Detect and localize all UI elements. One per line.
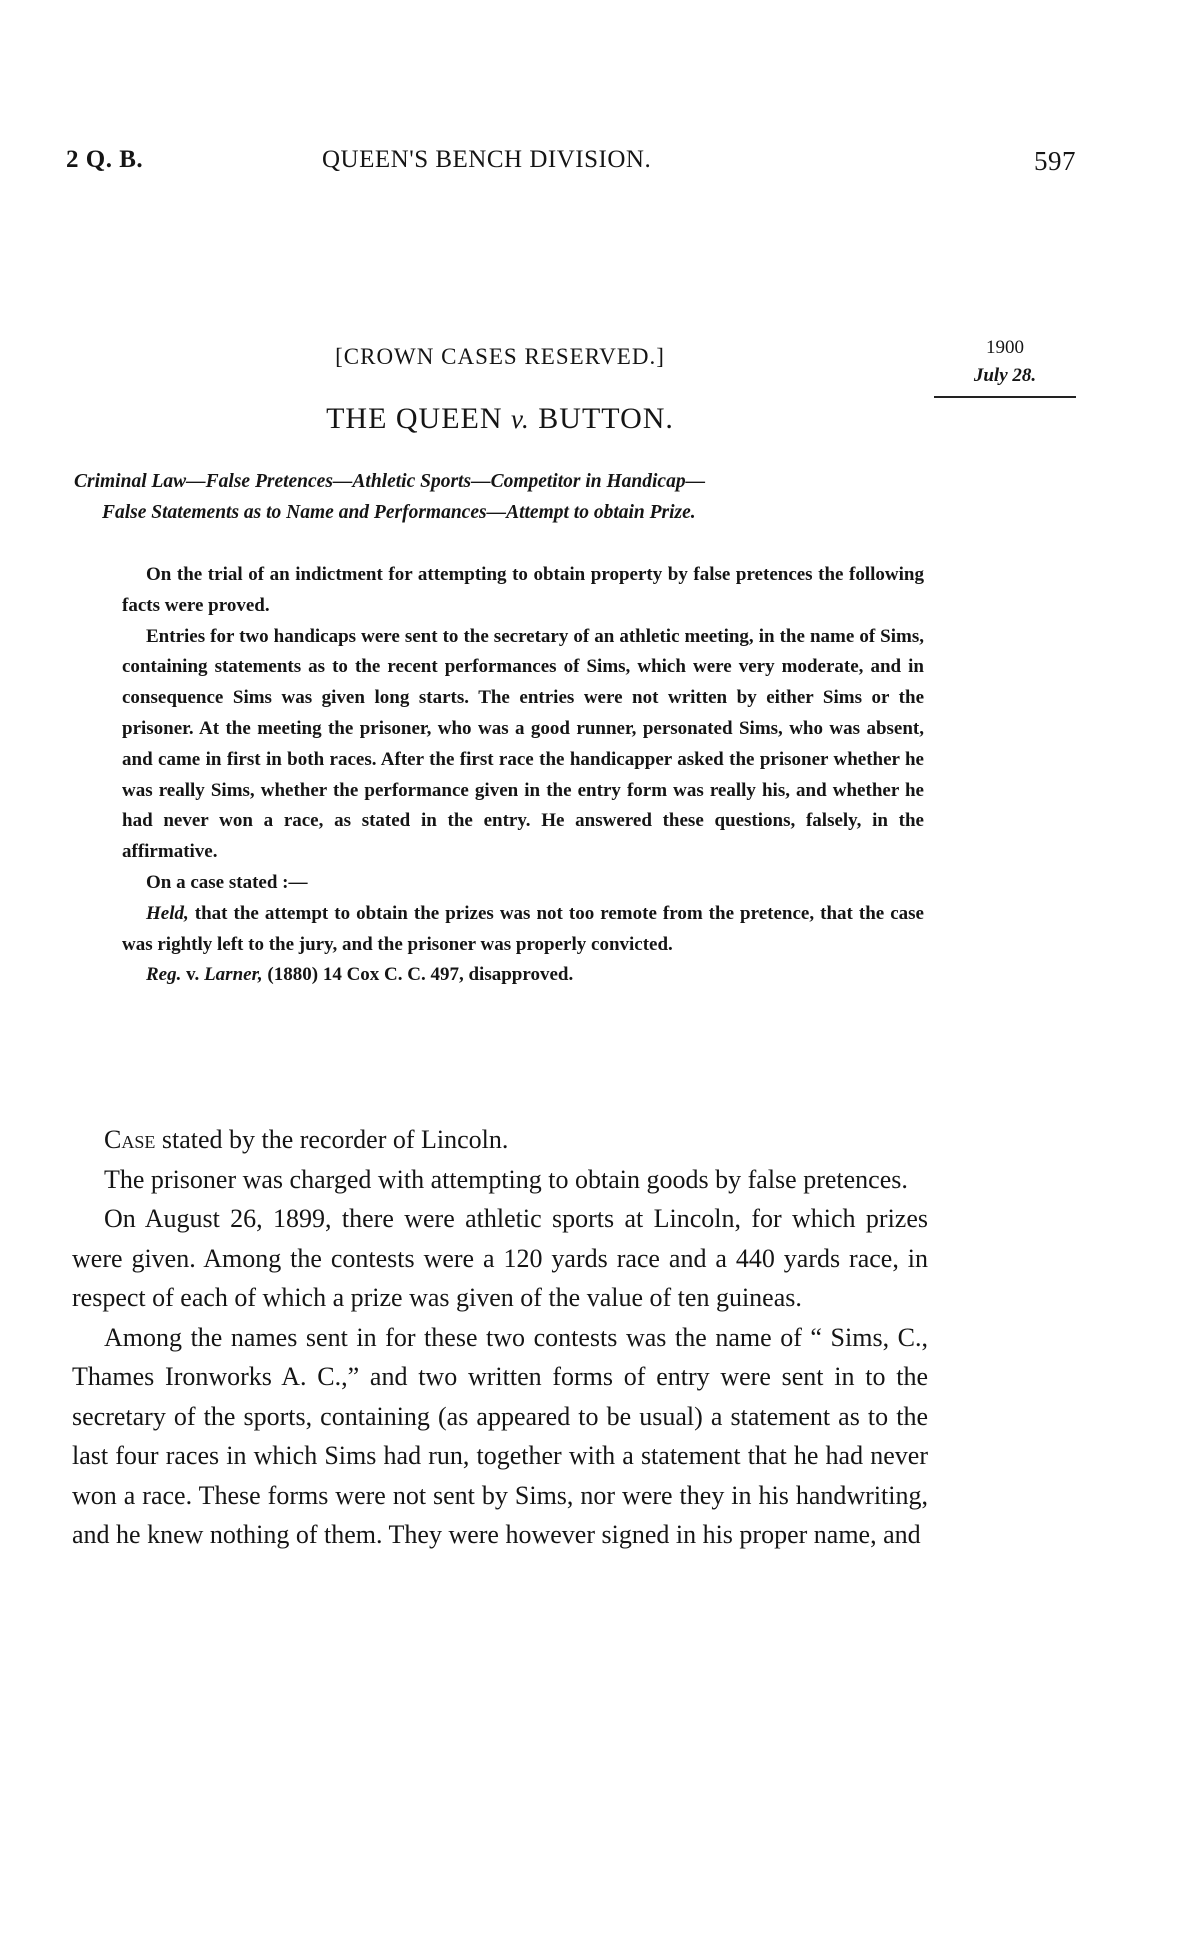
held-word: Held, (146, 902, 189, 924)
headnote-paragraph: Entries for two handicaps were sent to the secretary of an athletic meeting, in the name of Sims, containing statements as to the recent performances of Sims, which were very moderate, and in consequence Sims was given long starts. The entries were not written by either Sims or the prisoner. At the meeting the prisoner, who was a good runner, personated Sims, who was absent, and came in first in both races. After the first race the handicapper asked the prisoner whether he was really Sims, whether the performance given in the entry form was really his, and whether he had never won a race, as stated in the entry. He answered these questions, falsely, in the affirmative. (122, 625, 924, 863)
headnote-paragraph: On the trial of an indictment for attempting to obtain property by false pretences the following facts were proved. (122, 564, 924, 616)
case-party-a: THE QUEEN (326, 402, 503, 435)
page-number: 597 (1034, 146, 1076, 176)
citation-rest: (1880) 14 Cox C. C. 497, disapproved. (262, 964, 574, 986)
case-word: Case (104, 1125, 156, 1154)
body-paragraph: The prisoner was charged with attempting to obtain goods by false pretences. (104, 1164, 908, 1194)
held-text: that the attempt to obtain the prizes was not too remote from the pretence, that the case was rightly left to the jury, and the prisoner was properly convicted. (122, 902, 924, 955)
margin-date-note (934, 334, 1076, 398)
running-head (66, 146, 1076, 186)
citation-v: v. (181, 964, 205, 986)
headnote (122, 560, 924, 991)
body-paragraph (72, 1120, 928, 1160)
citation-party: Larner, (204, 964, 263, 986)
case-versus: v. (511, 404, 530, 434)
margin-year: 1900 (986, 337, 1024, 358)
catchwords-line-2: False Statements as to Name and Performances—Attempt to obtain Prize. (102, 502, 696, 523)
case-party-b: BUTTON. (538, 402, 674, 435)
report-volume: 2 Q. B. (66, 146, 144, 173)
case-title (70, 402, 930, 436)
citation-reg: Reg. (146, 964, 182, 986)
headnote-citation (122, 960, 924, 991)
body-text (72, 1120, 928, 1555)
body-paragraph: On August 26, 1899, there were athletic sports at Lincoln, for which prizes were given. Among the contests were a 120 yards race and a 440 yards race, in respect of each of which a prize was given of the value of ten guineas. (72, 1204, 928, 1312)
body-paragraph: Among the names sent in for these two contests was the name of “ Sims, C., Thames Ironworks A. C.,” and two written forms of entry were sent in to the secretary of the sports, containing (as appeared to be usual) a statement as to the last four races in which Sims had run, together with a statement that he had never won a race. These forms were not sent by Sims, nor were they in his handwriting, and he knew nothing of them. They were however signed in his proper name, and (72, 1322, 928, 1549)
court-label: [CROWN CASES RESERVED.] (335, 344, 665, 369)
division-title: QUEEN'S BENCH DIVISION. (322, 146, 652, 173)
margin-day: July 28. (973, 365, 1037, 386)
case-stated-text: stated by the recorder of Lincoln. (155, 1125, 509, 1154)
catchwords-line-1: Criminal Law—False Pretences—Athletic Sports—Competitor in Handicap— (74, 471, 706, 492)
headnote-case-stated: On a case stated :— (146, 871, 308, 893)
catchwords (74, 466, 930, 528)
headnote-held (122, 899, 924, 961)
